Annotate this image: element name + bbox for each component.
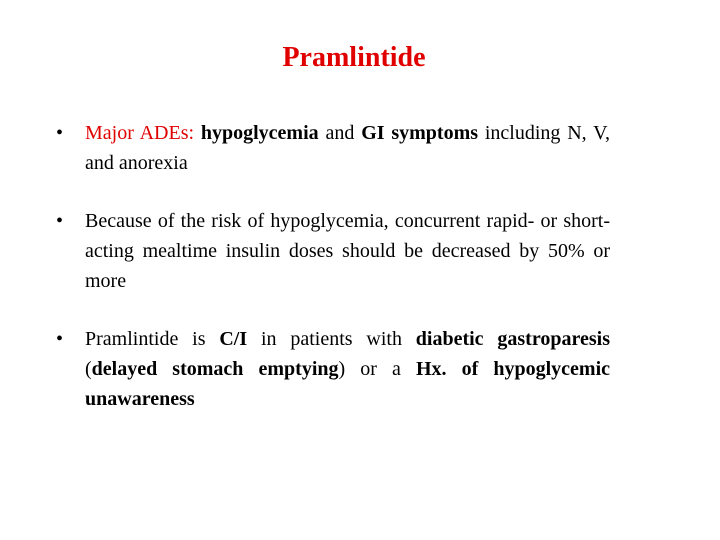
bullet-list (52, 118, 610, 414)
text-segment: including N, V, and anorexia (85, 122, 610, 174)
term-gi-symptoms: GI symptoms (361, 122, 479, 144)
bullet-item-insulin-dose (52, 206, 610, 296)
text-segment: in patients with (247, 328, 416, 350)
bullet-item-contraindication (52, 324, 610, 414)
term-hx: Hx. (415, 358, 447, 380)
text-segment: ( (85, 358, 92, 380)
text-segment: Because of the risk of hypoglycemia, concurrent rapid- or short-acting mealtime insulin doses should be decreased by 50% or more (85, 210, 610, 292)
bullet-icon: • (56, 210, 64, 232)
text-segment: Pramlintide is (85, 328, 220, 350)
slide-title: Pramlintide (282, 42, 426, 73)
bullet-icon: • (56, 122, 64, 144)
text-segment (194, 122, 201, 144)
term-hypoglycemia: hypoglycemia (200, 122, 319, 144)
text-segment: and (318, 122, 362, 144)
text-segment (447, 358, 462, 380)
term-diabetic-gastroparesis: diabetic gastroparesis (415, 328, 610, 350)
bullet-item-major-ades (52, 118, 610, 178)
bullet-label-major-ades: Major ADEs: (85, 122, 195, 144)
term-ci: C/I (219, 328, 248, 350)
bullet-icon: • (56, 328, 64, 350)
text-segment: ) or a (338, 358, 416, 380)
term-delayed-stomach-emptying: delayed stomach emptying (91, 358, 339, 380)
term-hypoglycemic-unawareness: of hypoglycemic unawareness (85, 358, 611, 410)
